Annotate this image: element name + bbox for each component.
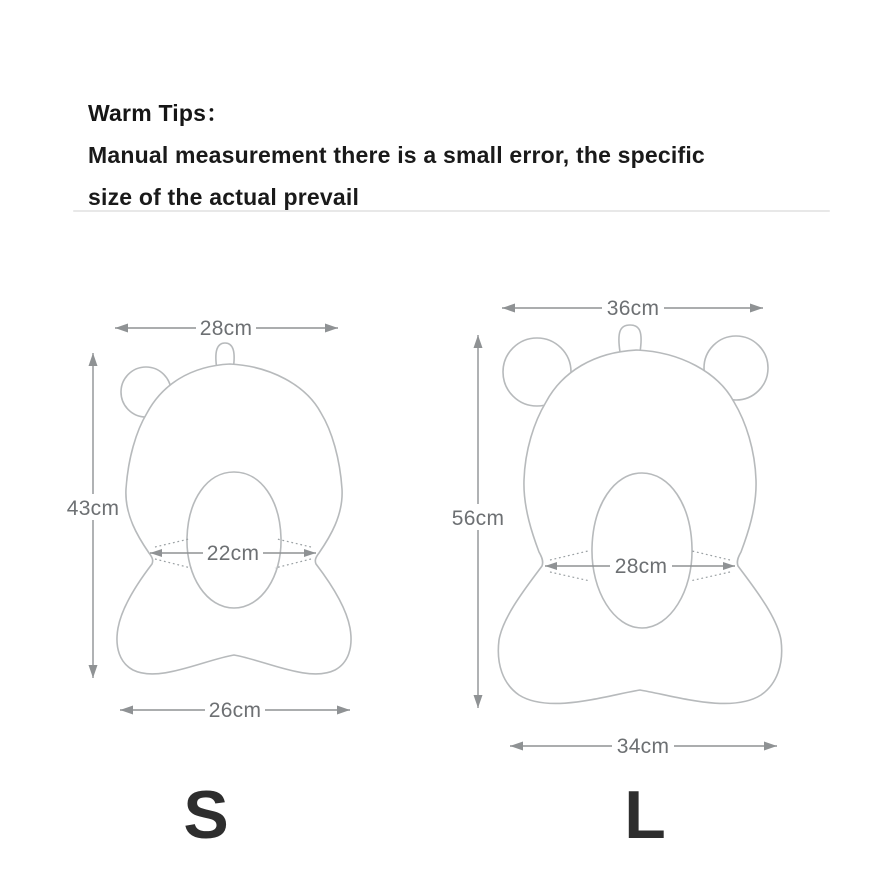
inner-width-label-s: 22cm — [206, 542, 260, 565]
bottom-width-label-l: 34cm — [616, 735, 670, 758]
divider-line — [73, 210, 830, 212]
bottom-width-dimension-l — [510, 733, 777, 759]
bear-outline-s — [117, 343, 351, 674]
top-width-label-s: 28cm — [199, 317, 253, 340]
top-width-label-l: 36cm — [606, 297, 660, 320]
warm-tips-header — [88, 92, 808, 218]
body-outline-s — [117, 364, 351, 674]
size-letter-l: L — [624, 777, 666, 853]
warm-tips-title: Warm Tips： — [88, 100, 230, 126]
height-label-l: 56cm — [451, 507, 505, 530]
inner-width-label-l: 28cm — [614, 555, 668, 578]
top-width-dimension-l — [502, 295, 763, 321]
top-width-dimension-s — [115, 315, 338, 341]
size-diagram-s — [58, 288, 388, 738]
height-dimension-s — [63, 353, 123, 678]
bottom-width-label-s: 26cm — [208, 699, 262, 722]
bear-outline-l — [498, 325, 781, 703]
warm-tips-line1: Manual measurement there is a small error, the specific — [88, 142, 705, 168]
hanger-loop-l — [619, 325, 641, 352]
height-label-s: 43cm — [66, 497, 120, 520]
bottom-width-dimension-s — [120, 697, 350, 723]
warm-tips-line2: size of the actual prevail — [88, 184, 360, 210]
size-diagram-l — [450, 268, 810, 788]
size-letter-s: S — [183, 777, 229, 853]
